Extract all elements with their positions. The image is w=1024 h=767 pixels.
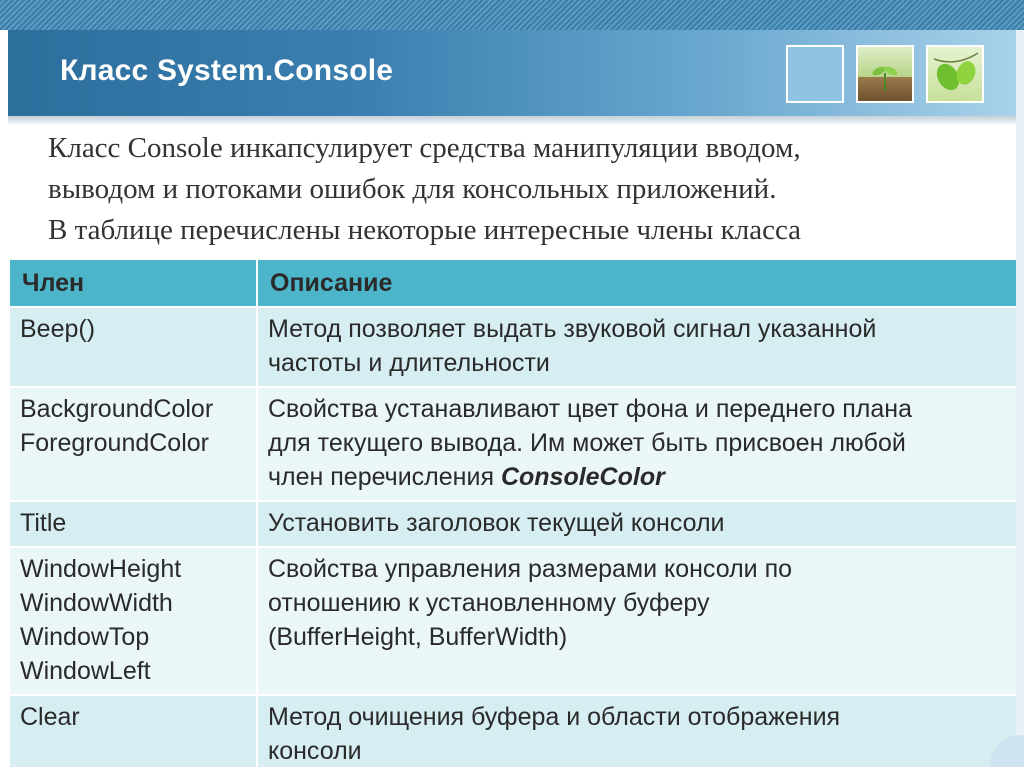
description-line: консоли: [268, 737, 362, 765]
member-name: WindowHeight: [20, 555, 182, 583]
table-row: [9, 307, 1017, 387]
member-name: WindowTop: [20, 623, 150, 651]
description-cell: [257, 695, 1017, 767]
table-header-row: [9, 259, 1017, 307]
member-name: BackgroundColor: [20, 395, 214, 423]
member-name: WindowWidth: [20, 589, 173, 617]
description-line: [268, 460, 1006, 494]
description-line: Метод позволяет выдать звуковой сигнал указанной: [268, 315, 877, 343]
description-cell: [257, 501, 1017, 547]
description-line: для текущего вывода. Им может быть присвоен любой: [268, 429, 906, 457]
description-line: Установить заголовок текущей консоли: [268, 509, 725, 537]
description-cell: [257, 387, 1017, 501]
sky-thumbnail: [786, 45, 844, 103]
title-shadow: [8, 116, 1016, 126]
member-cell: [9, 387, 257, 501]
description-line: Метод очищения буфера и области отображения: [268, 703, 841, 731]
leaves-icon: [928, 47, 982, 101]
top-stripe-band: [0, 0, 1024, 30]
member-cell: [9, 501, 257, 547]
member-cell: [9, 307, 257, 387]
table-row: [9, 387, 1017, 501]
header-member: Член: [9, 259, 257, 307]
description-line: частоты и длительности: [268, 349, 550, 377]
description-line: Свойства устанавливают цвет фона и переднего плана: [268, 395, 912, 423]
intro-line: выводом и потоками ошибок для консольных приложений.: [48, 173, 777, 205]
intro-paragraph: [48, 128, 998, 251]
description-line: Свойства управления размерами консоли по: [268, 555, 793, 583]
seedling-thumbnail: [856, 45, 914, 103]
members-table: [8, 258, 1016, 767]
description-line: (BufferHeight, BufferWidth): [268, 623, 568, 651]
description-line: отношению к установленному буферу: [268, 589, 710, 617]
member-name: Clear: [20, 703, 80, 731]
table-row: [9, 695, 1017, 767]
member-name: Beep(): [20, 315, 96, 343]
table-row: [9, 547, 1017, 695]
header-description: Описание: [257, 259, 1017, 307]
member-cell: [9, 547, 257, 695]
leaves-thumbnail: [926, 45, 984, 103]
description-text: член перечисления: [268, 463, 501, 491]
intro-line: В таблице перечислены некоторые интересные члены класса: [48, 214, 802, 246]
slide-title: Класс System.Console: [60, 54, 394, 87]
member-name: WindowLeft: [20, 657, 151, 685]
seedling-icon: [858, 47, 912, 101]
intro-line: Класс Console инкапсулирует средства манипуляции вводом,: [48, 132, 801, 164]
description-cell: [257, 307, 1017, 387]
description-cell: [257, 547, 1017, 695]
table-row: [9, 501, 1017, 547]
member-name: Title: [20, 509, 67, 537]
member-name: ForegroundColor: [20, 429, 209, 457]
member-cell: [9, 695, 257, 767]
emphasis-term: ConsoleColor: [500, 463, 665, 491]
right-edge-strip: [1016, 30, 1024, 767]
